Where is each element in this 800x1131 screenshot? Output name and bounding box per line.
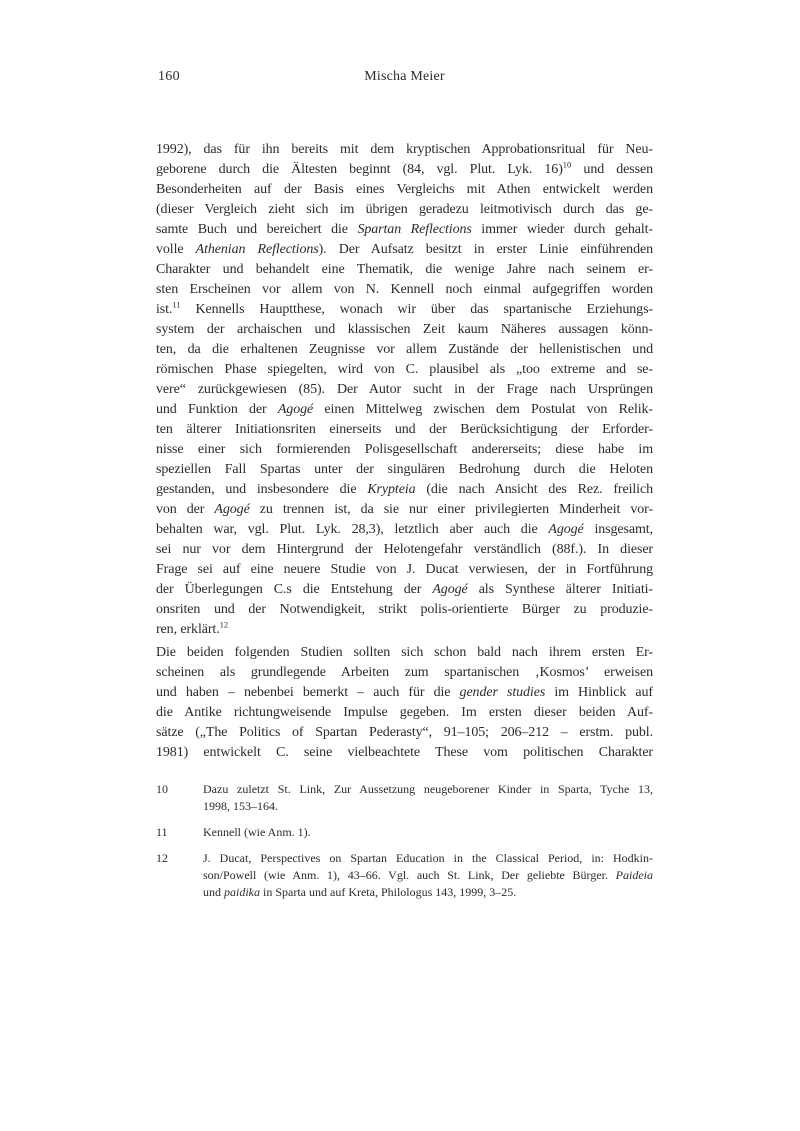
text-line [156, 460, 653, 480]
text-run: und dessen [571, 162, 653, 177]
text-run: 1998, 153–164. [203, 799, 278, 813]
text-line [156, 663, 653, 683]
text-line [203, 867, 653, 884]
text-run: ). Der Aufsatz besitzt in erster Linie einführenden [318, 242, 653, 257]
text-run: als Synthese älterer Initiati- [467, 582, 653, 597]
text-run: sätze („The Politics of Spartan Pederasty“, 91–105; 206–212 – erstm. publ. [156, 725, 653, 740]
text-line [156, 300, 653, 320]
text-run: sten Erscheinen vor allem von N. Kennell noch einmal aufgegriffen worden [156, 282, 653, 297]
main-text [156, 140, 653, 763]
text-run: Besonderheiten auf der Basis eines Vergleichs mit Athen entwickelt werden [156, 182, 653, 197]
text-line [156, 580, 653, 600]
text-run: system der archaischen und klassischen Zeit kaum Näheres aussagen könn- [156, 322, 653, 337]
text-line [156, 643, 653, 663]
text-line [156, 220, 653, 240]
footnote-ref: 12 [219, 620, 229, 630]
text-column [156, 0, 653, 1131]
italic-text-run: Krypteia [367, 482, 416, 497]
text-line [156, 180, 653, 200]
italic-text-run: Agogé [277, 402, 314, 417]
text-line [156, 683, 653, 703]
text-run: sei nur vor dem Hintergrund der Helotengefahr verständlich (88f.). In dieser [156, 542, 653, 557]
text-run: in Sparta und auf Kreta, Philologus 143, 1999, 3–25. [260, 885, 517, 899]
text-line [156, 380, 653, 400]
text-run: (dieser Vergleich zieht sich im übrigen geradezu leitmotivisch durch das ge- [156, 202, 653, 217]
page-header [156, 68, 653, 86]
text-run: Die beiden folgenden Studien sollten sich schon bald nach ihrem ersten Er- [156, 645, 653, 660]
paragraph [156, 643, 653, 763]
italic-text-run: gender studies [459, 685, 546, 700]
text-run: 1992), das für ihn bereits mit dem kryptischen Approbationsritual für Neu- [156, 142, 653, 157]
text-line [156, 340, 653, 360]
page-number: 160 [158, 69, 180, 84]
text-run: vere“ zurückgewiesen (85). Der Autor sucht in der Frage nach Ursprüngen [156, 382, 653, 397]
text-run: insgesamt, [583, 522, 653, 537]
italic-text-run: paidika [224, 885, 260, 899]
text-run: Dazu zuletzt St. Link, Zur Aussetzung neugeborener Kinder in Sparta, Tyche 13, [203, 782, 653, 796]
text-run: geborene durch die Ältesten beginnt (84, vgl. Plut. Lyk. 16) [156, 162, 563, 177]
footnotes-section [156, 781, 653, 901]
footnote [156, 824, 653, 841]
text-line [156, 140, 653, 160]
footnote-number: 10 [156, 782, 168, 796]
text-line [203, 884, 653, 901]
text-line [156, 160, 653, 180]
text-line [203, 850, 653, 867]
text-line [156, 520, 653, 540]
text-run: volle [156, 242, 196, 257]
text-run: gestanden, und insbesondere die [156, 482, 368, 497]
text-run: Kennell (wie Anm. 1). [203, 825, 311, 839]
footnote [156, 850, 653, 901]
text-run: von der [156, 502, 215, 517]
text-run: Kennells Hauptthese, wonach wir über das spartanische Erziehungs- [180, 302, 653, 317]
footnote-number: 12 [156, 851, 168, 865]
footnote [156, 781, 653, 815]
text-line [156, 620, 653, 640]
italic-text-run: Spartan Reflections [357, 222, 472, 237]
text-run: und Funktion der [156, 402, 278, 417]
text-line [156, 703, 653, 723]
text-line [156, 280, 653, 300]
text-run: ren, erklärt. [156, 622, 220, 637]
text-run: Charakter und behandelt eine Thematik, die wenige Jahre nach seinem er- [156, 262, 653, 277]
italic-text-run: Agogé [432, 582, 468, 597]
text-run: und [203, 885, 224, 899]
text-line [156, 320, 653, 340]
text-run: der Überlegungen C.s die Entstehung der [156, 582, 433, 597]
text-line [156, 200, 653, 220]
text-run: und haben – nebenbei bemerkt – auch für die [156, 685, 460, 700]
footnote-number: 11 [156, 825, 168, 839]
text-run: onsriten und der Notwendigkeit, strikt polis-orientierte Bürger zu produzie- [156, 602, 653, 617]
text-line [203, 824, 653, 841]
text-line [156, 440, 653, 460]
running-head: Mischa Meier [364, 69, 445, 84]
text-line [156, 260, 653, 280]
text-run: J. Ducat, Perspectives on Spartan Education in the Classical Period, in: Hodkin- [203, 851, 653, 865]
paragraph [156, 140, 653, 640]
footnote-ref: 10 [562, 160, 572, 170]
text-run: ten älterer Initiationsriten einerseits und der Berücksichtigung der Erforder- [156, 422, 653, 437]
text-run: nisse einer sich formierenden Polisgesellschaft andererseits; diese habe im [156, 442, 653, 457]
text-run: samte Buch und bereichert die [156, 222, 358, 237]
italic-text-run: Athenian Reflections [195, 242, 319, 257]
text-line [156, 240, 653, 260]
italic-text-run: Paideia [615, 868, 653, 882]
text-line [156, 540, 653, 560]
text-line [156, 400, 653, 420]
text-run: Frage sei auf eine neuere Studie von J. Ducat verwiesen, der in Fortführung [156, 562, 653, 577]
text-line [156, 420, 653, 440]
text-line [156, 360, 653, 380]
footnote-ref: 11 [172, 300, 181, 310]
text-run: immer wieder durch gehalt- [471, 222, 653, 237]
italic-text-run: Agogé [214, 502, 250, 517]
text-run: die Antike richtungweisende Impulse gegeben. Im ersten dieser beiden Auf- [156, 705, 653, 720]
footnote-text [203, 824, 653, 841]
text-line [203, 781, 653, 798]
text-line [156, 500, 653, 520]
text-run: im Hinblick auf [545, 685, 653, 700]
text-run: zu trennen ist, da sie nur einer privilegierten Minderheit vor- [249, 502, 653, 517]
footnote-text [203, 781, 653, 815]
text-run: einen Mittelweg zwischen dem Postulat von Relik- [313, 402, 653, 417]
text-run: (die nach Ansicht des Rez. freilich [415, 482, 653, 497]
text-line [156, 743, 653, 763]
text-line [156, 480, 653, 500]
text-line [156, 600, 653, 620]
text-line [156, 723, 653, 743]
text-line [203, 798, 653, 815]
text-run: speziellen Fall Spartas unter der singulären Bedrohung durch die Heloten [156, 462, 653, 477]
footnote-text [203, 850, 653, 901]
italic-text-run: Agogé [548, 522, 584, 537]
text-run: 1981) entwickelt C. seine vielbeachtete These vom politischen Charakter [156, 745, 653, 760]
text-line [156, 560, 653, 580]
text-run: behalten war, vgl. Plut. Lyk. 28,3), letztlich aber auch die [156, 522, 549, 537]
text-run: scheinen als grundlegende Arbeiten zum spartanischen ‚Kosmos’ erweisen [156, 665, 653, 680]
text-run: ten, da die erhaltenen Zeugnisse vor allem Zustände der hellenistischen und [156, 342, 653, 357]
text-run: ist. [156, 302, 173, 317]
text-run: römischen Phase spiegelten, wird von C. plausibel als „too extreme and se- [156, 362, 653, 377]
text-run: son/Powell (wie Anm. 1), 43–66. Vgl. auch St. Link, Der geliebte Bürger. [203, 868, 616, 882]
